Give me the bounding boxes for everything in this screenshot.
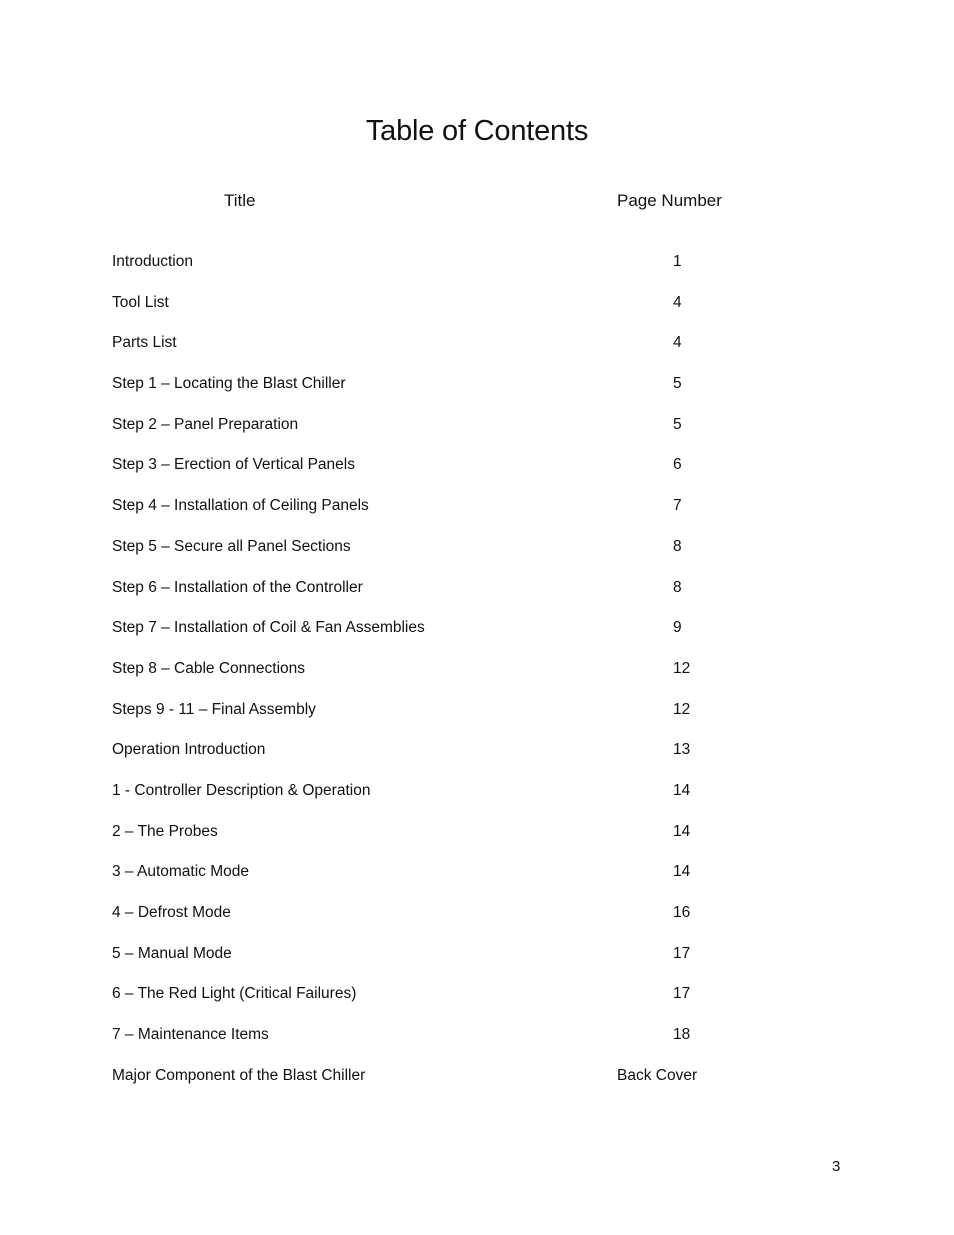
toc-entry-page: Back Cover (617, 1066, 698, 1084)
toc-entry[interactable] (0, 577, 954, 618)
toc-entry[interactable] (0, 332, 954, 373)
toc-entry-title: Introduction (112, 253, 193, 270)
toc-entry-page: 8 (673, 537, 682, 555)
toc-entry-title: 7 – Maintenance Items (112, 1026, 269, 1044)
toc-entry[interactable] (0, 943, 954, 984)
toc-entry-page: 14 (673, 822, 691, 840)
toc-entry-title: Step 6 – Installation of the Controller (112, 578, 363, 596)
toc-entry-title: Step 5 – Secure all Panel Sections (112, 537, 351, 555)
toc-entry-title: 5 – Manual Mode (112, 944, 232, 962)
toc-list (0, 251, 954, 1105)
toc-entry-page: 12 (673, 700, 691, 718)
toc-entry-page: 16 (673, 904, 691, 921)
toc-entry-page: 9 (673, 619, 682, 637)
toc-entry-page: 6 (673, 456, 682, 474)
toc-entry-page: 12 (673, 659, 691, 677)
toc-entry[interactable] (0, 821, 954, 862)
page-title: Table of Contents (365, 115, 589, 147)
toc-entry-page: 7 (673, 497, 682, 515)
toc-entry[interactable] (0, 617, 954, 658)
toc-entry-title: 4 – Defrost Mode (112, 904, 231, 921)
toc-entry[interactable] (0, 739, 954, 780)
toc-entry-title: Parts List (112, 334, 177, 352)
toc-entry[interactable] (0, 495, 954, 536)
column-header-title: Title (224, 191, 256, 210)
toc-entry-title: Steps 9 - 11 – Final Assembly (112, 700, 316, 718)
toc-entry[interactable] (0, 861, 954, 902)
toc-entry-page: 4 (673, 334, 682, 352)
toc-entry[interactable] (0, 1024, 954, 1065)
toc-entry-page: 13 (673, 741, 691, 759)
toc-entry-page: 14 (673, 863, 691, 881)
toc-entry[interactable] (0, 373, 954, 414)
toc-entry[interactable] (0, 536, 954, 577)
toc-entry-title: Step 8 – Cable Connections (112, 659, 306, 677)
toc-entry-title: Step 1 – Locating the Blast Chiller (112, 375, 346, 393)
toc-entry[interactable] (0, 983, 954, 1024)
toc-entry-title: Step 2 – Panel Preparation (112, 415, 299, 433)
toc-entry-title: Step 7 – Installation of Coil & Fan Assemblies (112, 619, 425, 637)
toc-entry[interactable] (0, 699, 954, 740)
toc-entry[interactable] (0, 454, 954, 495)
toc-entry[interactable] (0, 414, 954, 455)
toc-entry-title: Major Component of the Blast Chiller (112, 1066, 366, 1084)
toc-entry-page: 14 (673, 781, 691, 799)
toc-entry-title: 3 – Automatic Mode (112, 863, 249, 881)
toc-entry-page: 17 (673, 944, 691, 962)
toc-entry-page: 18 (673, 1026, 691, 1044)
toc-entry[interactable] (0, 902, 954, 943)
toc-entry-page: 8 (673, 578, 682, 596)
toc-entry[interactable] (0, 292, 954, 333)
toc-entry[interactable] (0, 251, 954, 292)
page-number: 3 (832, 1158, 841, 1175)
toc-entry-page: 4 (673, 293, 682, 311)
toc-entry-page: 5 (673, 375, 682, 393)
toc-entry-page: 1 (673, 253, 682, 270)
toc-entry[interactable] (0, 1065, 954, 1106)
toc-entry-title: 6 – The Red Light (Critical Failures) (112, 985, 357, 1003)
toc-entry-title: 2 – The Probes (112, 822, 218, 840)
toc-entry-title: Tool List (112, 293, 169, 311)
toc-entry[interactable] (0, 658, 954, 699)
toc-entry-title: 1 - Controller Description & Operation (112, 781, 371, 799)
toc-entry-title: Step 4 – Installation of Ceiling Panels (112, 497, 369, 515)
column-header-page-number: Page Number (617, 191, 722, 210)
toc-entry-title: Step 3 – Erection of Vertical Panels (112, 456, 355, 474)
toc-entry-page: 17 (673, 985, 691, 1003)
toc-entry-page: 5 (673, 415, 682, 433)
toc-entry[interactable] (0, 780, 954, 821)
toc-entry-title: Operation Introduction (112, 741, 266, 759)
